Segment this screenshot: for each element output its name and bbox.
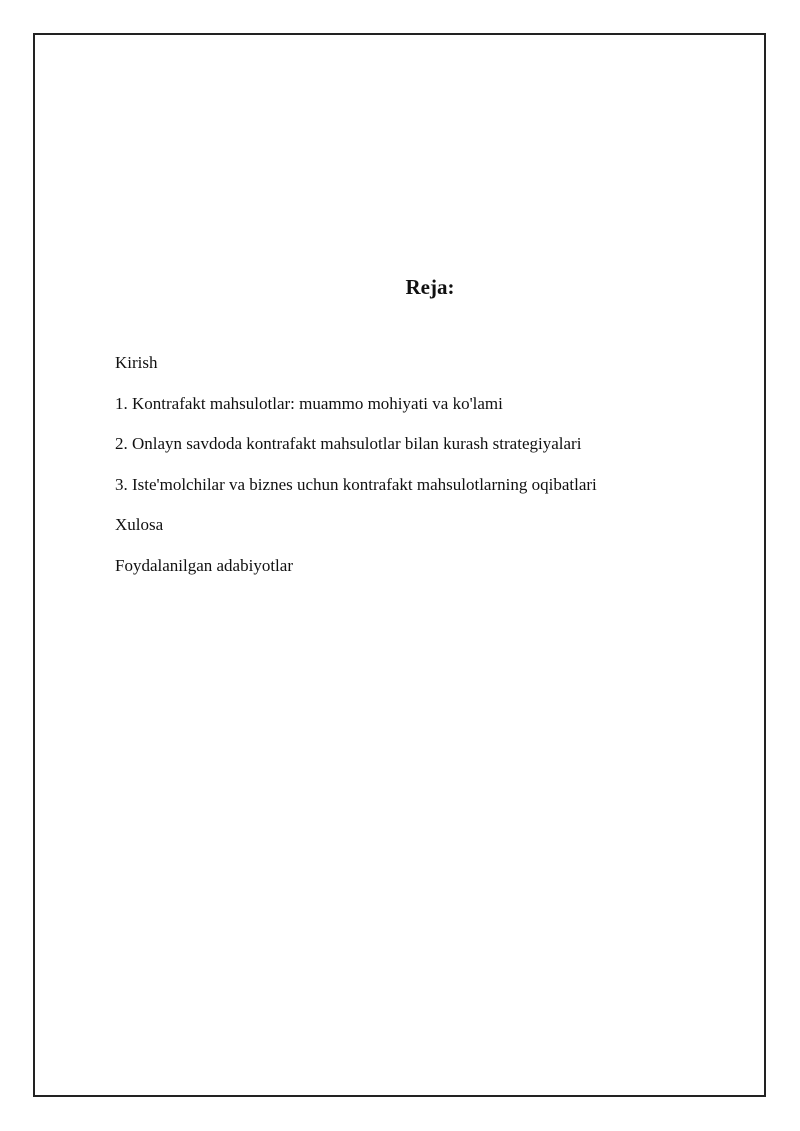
plan-item-chapter-1: 1. Kontrafakt mahsulotlar: muammo mohiyati va ko'lami	[115, 393, 503, 413]
plan-list	[115, 349, 597, 593]
page-title: Reja:	[405, 275, 455, 299]
plan-item-chapter-3: 3. Iste'molchilar va biznes uchun kontrafakt mahsulotlarning oqibatlari	[115, 474, 597, 494]
plan-item-references: Foydalanilgan adabiyotlar	[115, 555, 293, 575]
plan-item-conclusion: Xulosa	[115, 515, 164, 535]
plan-item-introduction: Kirish	[115, 353, 158, 372]
plan-item-chapter-2: 2. Onlayn savdoda kontrafakt mahsulotlar bilan kurash strategiyalari	[115, 434, 582, 454]
